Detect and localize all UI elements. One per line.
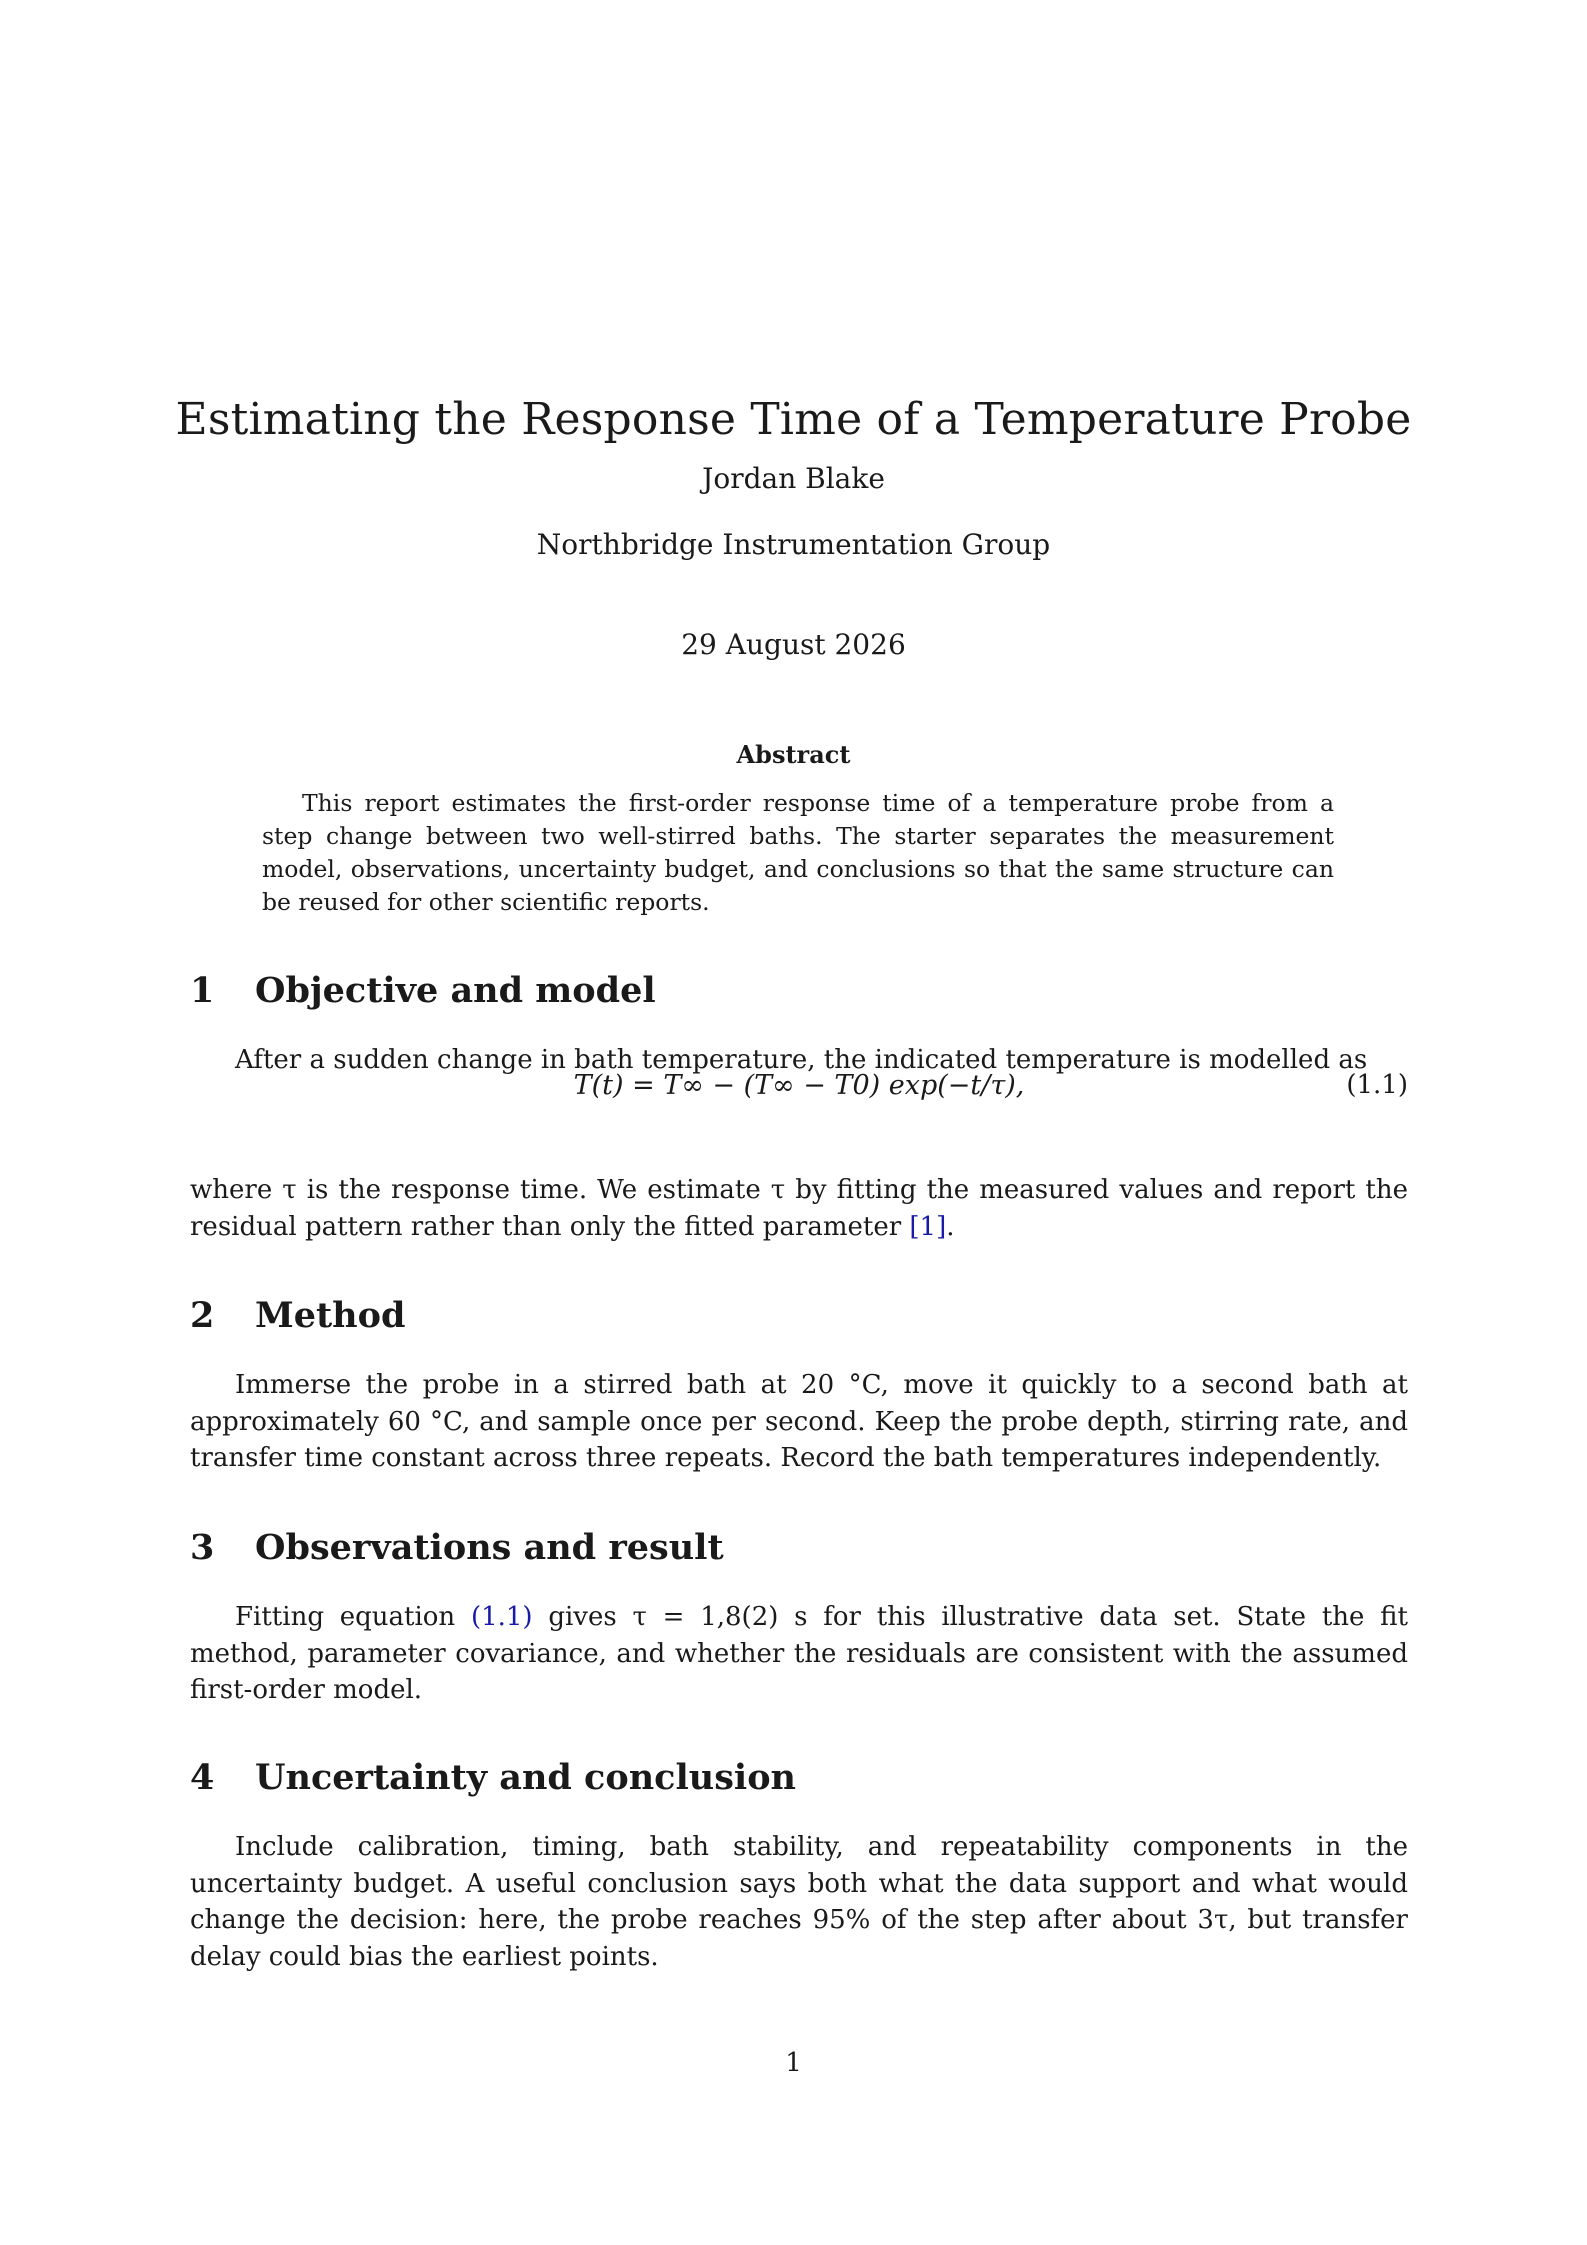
section-3-body — [190, 1599, 1408, 1709]
section-title: Observations and result — [255, 1527, 724, 1568]
section-heading-4 — [190, 1757, 796, 1798]
section-number: 2 — [190, 1295, 215, 1336]
equation-number: (1.1) — [1346, 1070, 1408, 1100]
section-1-intro: After a sudden change in bath temperature, the indicated temperature is modelled as — [235, 1045, 1368, 1075]
section-3-body-rest: gives τ = 1,8(2) s for this illustrative data set. State the fit method, parameter covariance, and whether the residuals are consistent with the assumed first-order model. — [190, 1602, 1408, 1705]
abstract-heading: Abstract — [736, 740, 851, 769]
section-number: 4 — [190, 1757, 215, 1798]
section-heading-3 — [190, 1527, 724, 1568]
section-3-body-text: Fitting equation — [235, 1602, 471, 1632]
equation-body: T(t) = T∞ − (T∞ − T0) exp(−t/τ), — [573, 1070, 1025, 1101]
abstract-text: This report estimates the first-order response time of a temperature probe from a step change between two well-stirred baths. The starter separates the measurement model, observations, uncertainty budget, and conclusions so that the same structure can be reused for other scientific reports. — [262, 789, 1334, 916]
section-1-body — [190, 1172, 1408, 1245]
affiliation: Northbridge Instrumentation Group — [536, 528, 1051, 561]
section-title: Uncertainty and conclusion — [255, 1757, 796, 1798]
section-1-body-end: . — [946, 1211, 955, 1242]
section-title: Objective and model — [255, 970, 656, 1011]
section-1-body-text: where τ is the response time. We estimate τ by fitting the measured values and report the residual pattern rather than only the fitted parameter — [190, 1175, 1408, 1242]
equation-reference-link[interactable]: (1.1) — [470, 1602, 533, 1632]
section-4-body: Include calibration, timing, bath stability, and repeatability components in the uncertainty budget. A useful conclusion says both what the data support and what would change the decision: here, the probe reaches 95% of the step after about 3τ, but transfer delay could bias the earliest points. — [190, 1832, 1408, 1972]
citation-link[interactable]: [1] — [909, 1211, 947, 1242]
section-heading-2 — [190, 1295, 405, 1336]
section-heading-1 — [190, 970, 656, 1011]
date: 29 August 2026 — [681, 628, 906, 661]
section-title: Method — [255, 1295, 406, 1336]
author-name: Jordan Blake — [702, 462, 885, 495]
section-2-body: Immerse the probe in a stirred bath at 20 °C, move it quickly to a second bath at approximately 60 °C, and sample once per second. Keep the probe depth, stirring rate, and transfer time constant across three repeats. Record the bath temperatures independently. — [190, 1370, 1408, 1473]
page-number: 1 — [785, 2048, 802, 2078]
section-number: 1 — [190, 970, 215, 1011]
equation-1-1 — [190, 1070, 1408, 1101]
paper-title: Estimating the Response Time of a Temperature Probe — [175, 394, 1412, 446]
section-number: 3 — [190, 1527, 215, 1568]
